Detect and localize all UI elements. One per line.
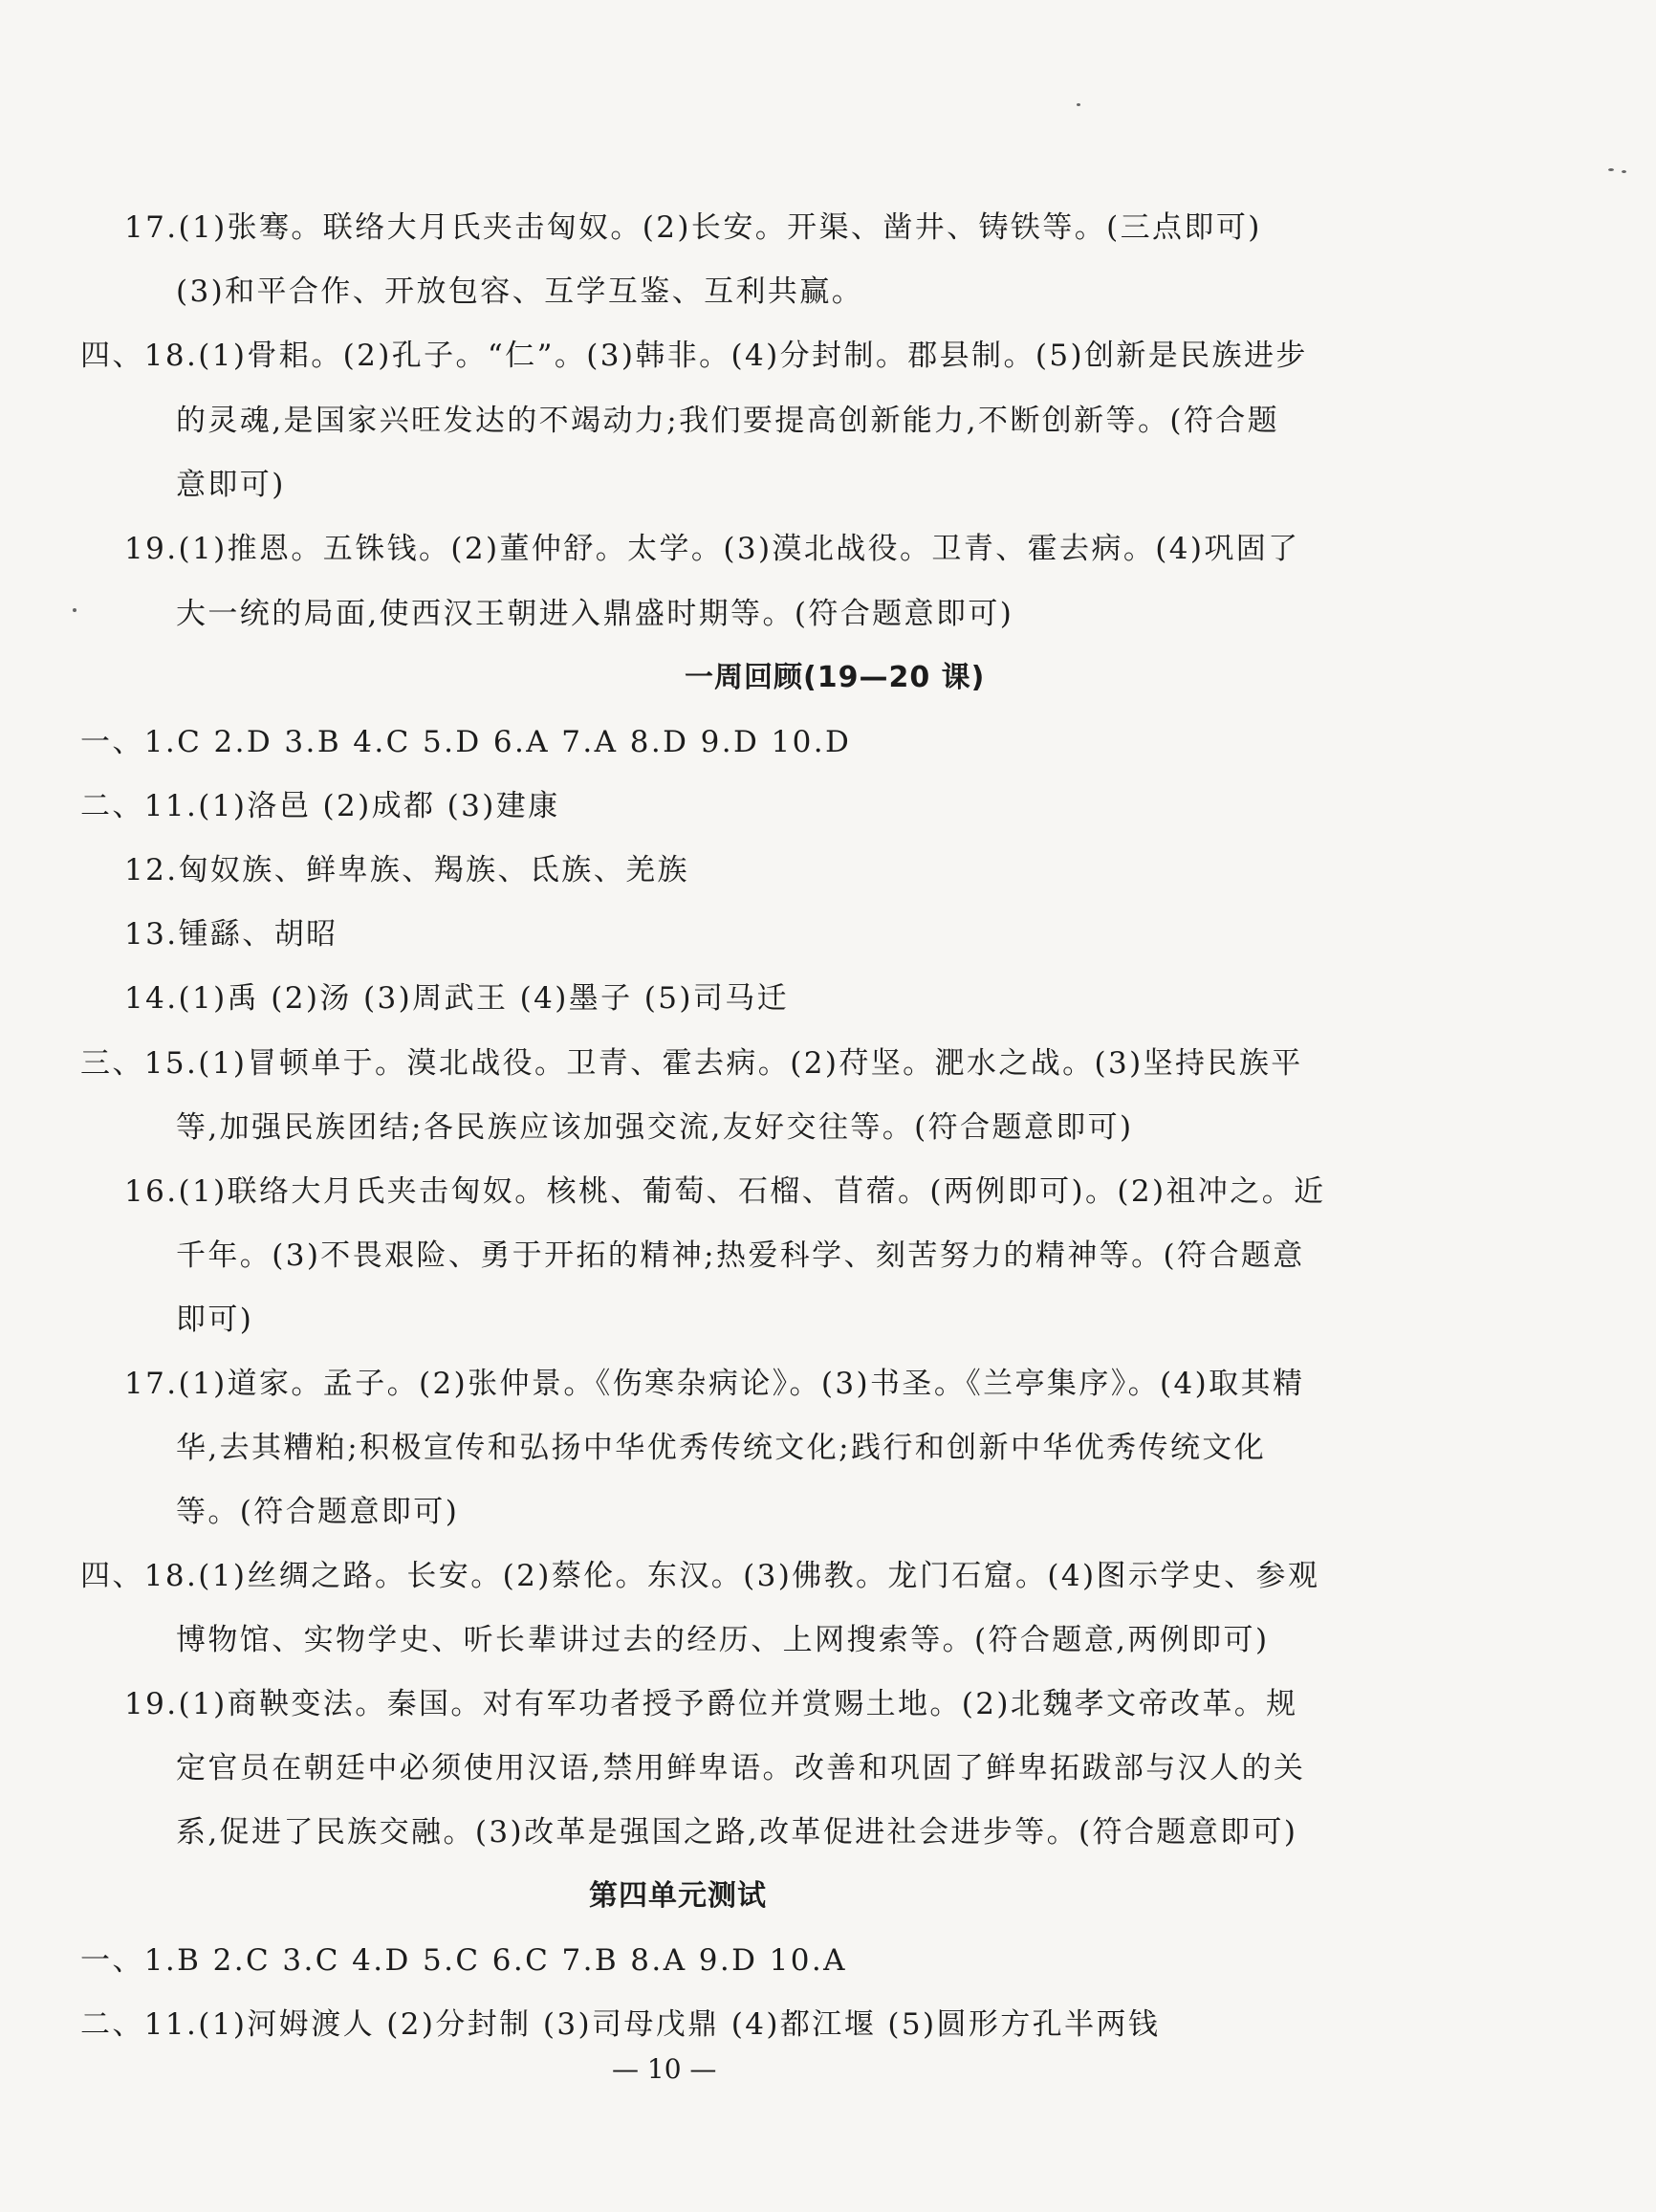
answer-line: 千年。(3)不畏艰险、勇于开拓的精神;热爱科学、刻苦努力的精神等。(符合题意 [176,1238,1305,1273]
answer-line: 二、11.(1)洛邑 (2)成都 (3)建康 [80,789,560,823]
scan-speck [1608,168,1614,171]
answer-line: 一、1.B 2.C 3.C 4.D 5.C 6.C 7.B 8.A 9.D 10.A [80,1943,847,1978]
answer-line: 13.锺繇、胡昭 [124,917,338,952]
answer-line: 的灵魂,是国家兴旺发达的不竭动力;我们要提高创新能力,不断创新等。(符合题 [176,404,1280,438]
page-number: — 10 — [612,2053,717,2085]
scan-speck [73,608,76,612]
section-heading-unit-test: 第四单元测试 [589,1879,767,1913]
answer-line: 四、18.(1)丝绸之路。长安。(2)蔡伦。东汉。(3)佛教。龙门石窟。(4)图示学史、参观 [80,1559,1320,1593]
answer-line: 意即可) [176,468,286,502]
answer-line: 四、18.(1)骨耜。(2)孔子。“仁”。(3)韩非。(4)分封制。郡县制。(5)创新是民族进步 [80,339,1308,373]
answer-line: 华,去其糟粕;积极宣传和弘扬中华优秀传统文化;践行和创新中华优秀传统文化 [176,1431,1267,1465]
answer-line: 系,促进了民族交融。(3)改革是强国之路,改革促进社会进步等。(符合题意即可) [176,1815,1298,1850]
answer-line: 博物馆、实物学史、听长辈讲过去的经历、上网搜索等。(符合题意,两例即可) [176,1623,1270,1657]
answer-line: 一、1.C 2.D 3.B 4.C 5.D 6.A 7.A 8.D 9.D 10.D [80,725,852,759]
answer-line: 14.(1)禹 (2)汤 (3)周武王 (4)墨子 (5)司马迁 [124,981,790,1016]
answer-line: 二、11.(1)河姆渡人 (2)分封制 (3)司母戊鼎 (4)都江堰 (5)圆形方孔半两钱 [80,2007,1161,2042]
answer-line: 19.(1)推恩。五铢钱。(2)董仲舒。太学。(3)漠北战役。卫青、霍去病。(4)巩固了 [124,532,1300,566]
answer-line: 即可) [176,1303,254,1337]
answer-line: 12.匈奴族、鲜卑族、羯族、氐族、羌族 [124,853,689,887]
answer-line: 等,加强民族团结;各民族应该加强交流,友好交往等。(符合题意即可) [176,1110,1134,1145]
scan-speck [1077,103,1080,106]
answer-line: 大一统的局面,使西汉王朝进入鼎盛时期等。(符合题意即可) [176,597,1014,631]
section-heading-week-review: 一周回顾(19—20 课) [685,661,986,694]
answer-line: 定官员在朝廷中必须使用汉语,禁用鲜卑语。改善和巩固了鲜卑拓跋部与汉人的关 [176,1751,1306,1785]
answer-line: 三、15.(1)冒顿单于。漠北战役。卫青、霍去病。(2)苻坚。淝水之战。(3)坚持民族平 [80,1046,1303,1081]
answer-line: 19.(1)商鞅变法。秦国。对有军功者授予爵位并赏赐土地。(2)北魏孝文帝改革。规 [124,1687,1298,1721]
answer-line: 等。(符合题意即可) [176,1495,460,1529]
answer-line: 17.(1)张骞。联络大月氏夹击匈奴。(2)长安。开渠、凿井、铸铁等。(三点即可) [124,210,1262,245]
scan-speck [1622,170,1626,173]
answer-line: (3)和平合作、开放包容、互学互鉴、互利共赢。 [176,274,864,309]
answer-line: 17.(1)道家。孟子。(2)张仲景。《伤寒杂病论》。(3)书圣。《兰亭集序》。(4)取其精 [124,1367,1305,1401]
answer-line: 16.(1)联络大月氏夹击匈奴。核桃、葡萄、石榴、苜蓿。(两例即可)。(2)祖冲之。近 [124,1174,1326,1209]
